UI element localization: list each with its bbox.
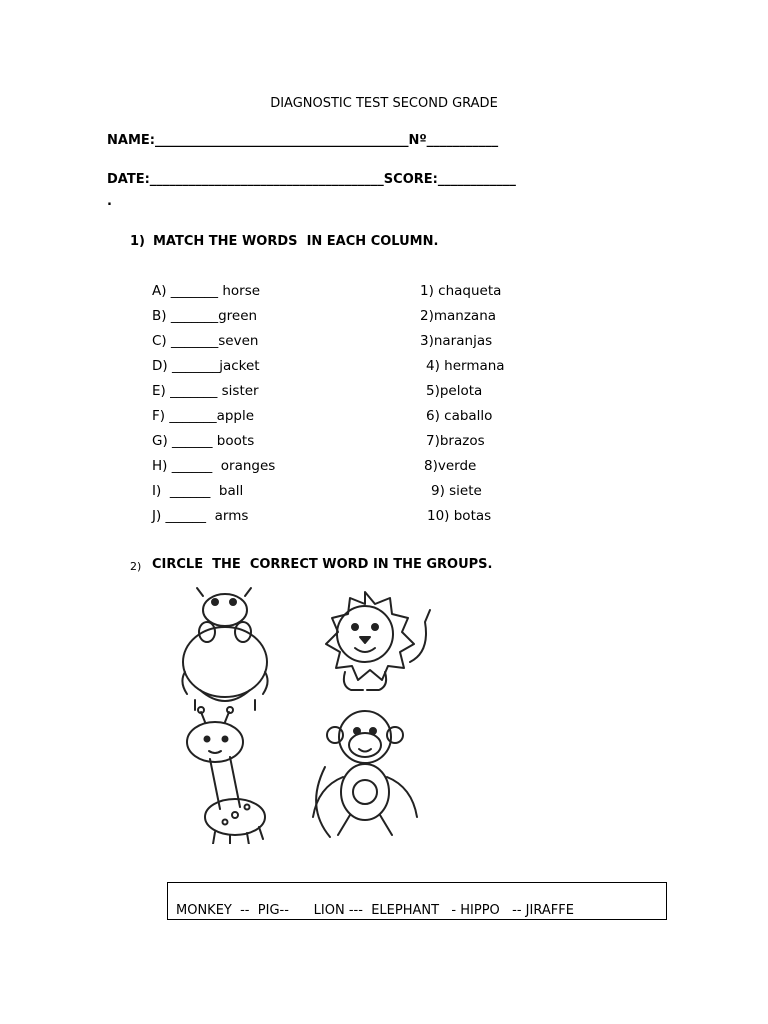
- match-item-g: G) ______ boots: [152, 433, 255, 449]
- hippo-drawing: [182, 588, 267, 710]
- match-option-4: 4) hermana: [426, 358, 505, 374]
- date-line: DATE:____________________________________SCORE:____________: [107, 172, 516, 187]
- section2-number: 2): [130, 560, 142, 573]
- match-option-7: 7)brazos: [426, 433, 485, 449]
- word-box: [167, 882, 667, 920]
- match-item-d: D) _______jacket: [152, 358, 260, 374]
- match-option-9: 9) siete: [431, 483, 482, 499]
- animal-drawings: [175, 582, 445, 844]
- word-options: MONKEY -- PIG-- LION --- ELEPHANT - HIPPO -- JIRAFFE: [176, 903, 574, 918]
- match-item-h: H) ______ oranges: [152, 458, 276, 474]
- match-option-3: 3)naranjas: [420, 333, 493, 349]
- dot: .: [107, 194, 112, 209]
- section2-instruction: CIRCLE THE CORRECT WORD IN THE GROUPS.: [152, 557, 493, 572]
- page-title: DIAGNOSTIC TEST SECOND GRADE: [270, 96, 498, 111]
- match-item-c: C) _______seven: [152, 333, 259, 349]
- monkey-drawing: [313, 711, 417, 837]
- match-option-2: 2)manzana: [420, 308, 497, 324]
- match-item-j: J) ______ arms: [152, 508, 249, 524]
- match-option-8: 8)verde: [424, 458, 477, 474]
- match-option-6: 6) caballo: [426, 408, 493, 424]
- name-line: NAME:_______________________________________Nº___________: [107, 133, 499, 148]
- match-item-f: F) _______apple: [152, 408, 255, 424]
- match-option-10: 10) botas: [427, 508, 492, 524]
- match-item-e: E) _______ sister: [152, 383, 259, 399]
- section1-number: 1): [130, 234, 145, 249]
- match-option-1: 1) chaqueta: [420, 283, 502, 299]
- match-item-b: B) _______green: [152, 308, 258, 324]
- match-option-5: 5)pelota: [426, 383, 483, 399]
- match-item-i: I) ______ ball: [152, 483, 244, 499]
- section1-instruction: MATCH THE WORDS IN EACH COLUMN.: [153, 234, 439, 249]
- giraffe-drawing: [187, 707, 265, 844]
- lion-drawing: [326, 592, 430, 690]
- match-item-a: A) _______ horse: [152, 283, 261, 299]
